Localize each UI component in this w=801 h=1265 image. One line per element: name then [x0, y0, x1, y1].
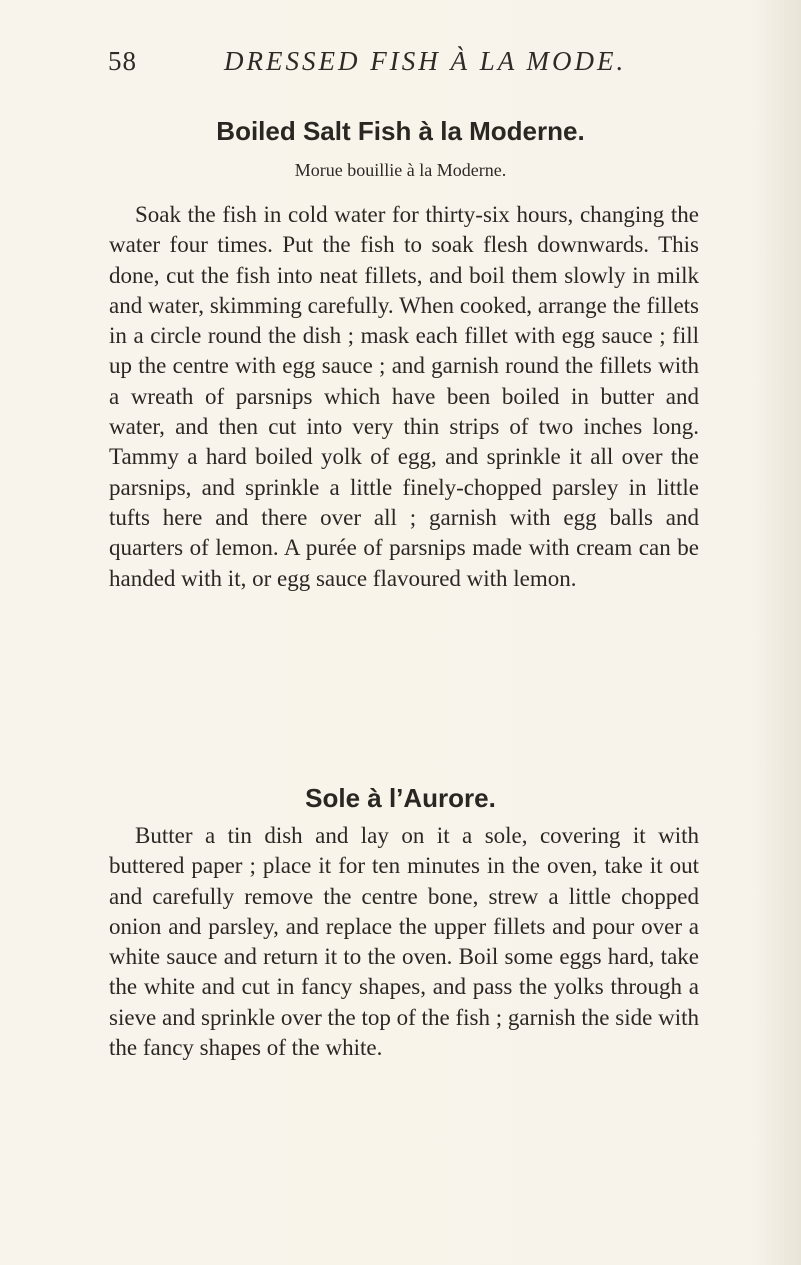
recipe-title-sole-aurore: Sole à l’Aurore. [305, 783, 496, 813]
page-number: 58 [108, 46, 137, 76]
recipe-title-boiled-salt-fish: Boiled Salt Fish à la Moderne. [216, 116, 585, 146]
recipe-text-boiled-salt-fish: Soak the fish in cold water for thirty-six hours, changing the water four times. Put the fish to soak flesh downwards. This done, cut the fish into neat fillets, and boil them slowly in milk and water, skimming carefully. When cooked, arrange the fillets in a circle round the dish ; mask each fillet with egg sauce ; fill up the centre with egg sauce ; and garnish round the fillets with a wreath of parsnips which have been boiled in butter and water, and then cut into very thin strips of two inches long. Tammy a hard boiled yolk of egg, and sprinkle it all over the parsnips, and sprinkle a little finely-chopped parsley in little tufts here and there over all ; garnish with egg balls and quarters of lemon. A purée of parsnips made with cream can be handed with it, or egg sauce flavoured with lemon. [109, 202, 699, 591]
running-title: DRESSED FISH À LA MODE. [224, 46, 627, 76]
recipe-subtitle-morue: Morue bouillie à la Moderne. [294, 160, 507, 180]
running-head [108, 44, 698, 84]
recipe-text-sole-aurore: Butter a tin dish and lay on it a sole, covering it with buttered paper ; place it for ten minutes in the oven, take it out and carefully remove the centre bone, strew a little chopped onion and parsley, and replace the upper fillets and pour over a white sauce and return it to the oven. Boil some eggs hard, take the white and cut in fancy shapes, and pass the yolks through a sieve and sprinkle over the top of the fish ; garnish the side with the fancy shapes of the white. [109, 823, 699, 1061]
